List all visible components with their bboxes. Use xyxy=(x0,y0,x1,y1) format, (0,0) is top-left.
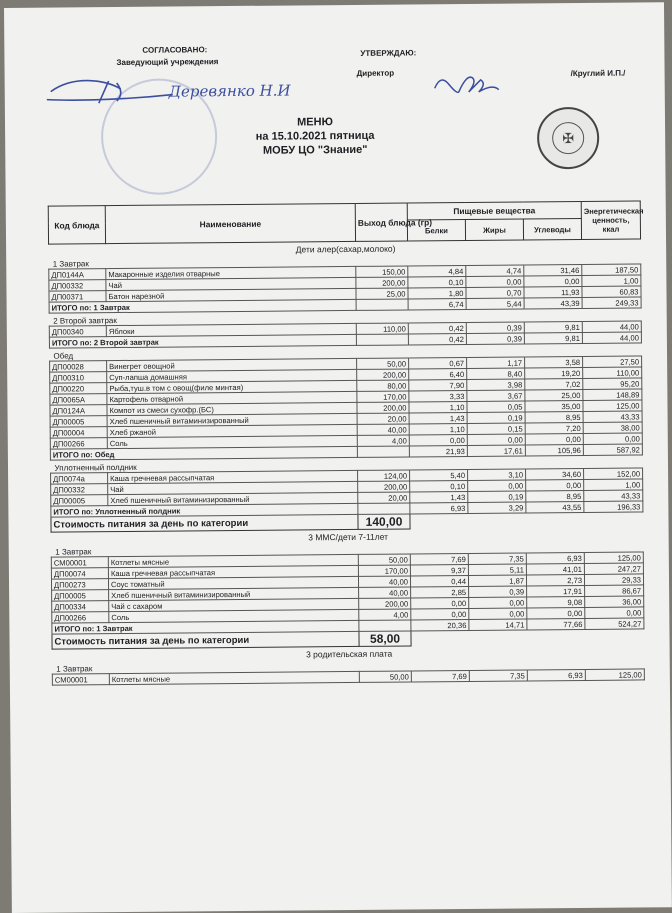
total-yield-empty xyxy=(357,446,409,457)
dish-carbs: 11,93 xyxy=(524,286,582,298)
dish-energy: 125,00 xyxy=(584,552,643,564)
dish-name: Котлеты мясные xyxy=(109,671,359,684)
total-label: ИТОГО по: 2 Второй завтрак xyxy=(49,334,356,348)
dish-energy: 125,00 xyxy=(585,669,644,681)
dish-carbs: 19,20 xyxy=(525,367,583,379)
total-label: ИТОГО по: 1 Завтрак xyxy=(52,620,359,634)
dish-name: Суп-лапша домашняя xyxy=(107,369,357,382)
dish-yield: 4,00 xyxy=(359,609,411,620)
dish-fat: 5,11 xyxy=(468,564,526,576)
dish-carbs: 9,81 xyxy=(524,321,582,333)
dish-energy: 43,33 xyxy=(583,411,642,423)
dish-yield: 170,00 xyxy=(357,391,409,402)
total-energy: 587,92 xyxy=(583,444,642,456)
dish-name: Яблоки xyxy=(106,323,356,336)
dish-energy: 44,00 xyxy=(582,321,641,333)
dish-fat: 0,00 xyxy=(469,608,527,620)
total-label: ИТОГО по: 1 Завтрак xyxy=(49,299,356,313)
dish-energy: 247,27 xyxy=(584,563,643,575)
total-energy: 44,00 xyxy=(582,332,641,344)
approval-left-signature: Деревянко Н.И xyxy=(168,81,291,101)
dish-yield: 200,00 xyxy=(359,598,411,609)
dish-name: Батон нарезной xyxy=(106,288,356,301)
dish-fat: 3,98 xyxy=(467,379,525,391)
dish-yield: 25,00 xyxy=(356,288,408,299)
total-carbs: 77,66 xyxy=(527,618,585,630)
dish-energy: 0,00 xyxy=(583,433,642,445)
total-protein: 6,93 xyxy=(410,502,468,514)
dish-name: Соус томатный xyxy=(108,576,358,589)
column-carbs: Углеводы xyxy=(523,218,581,240)
dish-protein: 1,10 xyxy=(409,401,467,413)
dish-energy: 152,00 xyxy=(584,468,643,480)
dish-yield: 40,00 xyxy=(358,576,410,587)
cost-label: Стоимость питания за день по категории xyxy=(51,514,358,532)
dish-fat: 0,19 xyxy=(468,491,526,503)
menu-date: на 15.10.2021 пятница xyxy=(255,129,375,143)
dish-fat: 7,35 xyxy=(468,553,526,565)
dish-name: Котлеты мясные xyxy=(108,554,358,567)
dish-energy: 27,50 xyxy=(583,356,642,368)
dish-yield: 80,00 xyxy=(357,380,409,391)
meal-title: 1 Завтрак xyxy=(56,663,93,674)
dish-yield: 110,00 xyxy=(356,323,408,334)
total-fat: 3,29 xyxy=(468,502,526,514)
dish-name: Чай xyxy=(108,481,358,494)
category-title: 3 родительская плата xyxy=(306,648,393,660)
menu-title: МЕНЮ xyxy=(297,116,333,129)
dish-energy: 86,67 xyxy=(585,585,644,597)
dish-energy: 125,00 xyxy=(583,400,642,412)
total-energy: 249,33 xyxy=(582,297,641,309)
dish-protein: 5,40 xyxy=(410,469,468,481)
dish-protein: 0,10 xyxy=(410,480,468,492)
dish-protein: 3,33 xyxy=(409,390,467,402)
total-energy: 196,33 xyxy=(584,501,643,513)
dish-code: ДП00004 xyxy=(50,427,107,438)
meal-title: 2 Второй завтрак xyxy=(53,315,117,326)
dish-fat: 0,00 xyxy=(468,480,526,492)
dish-energy: 148,89 xyxy=(583,389,642,401)
dish-fat: 1,87 xyxy=(468,575,526,587)
dish-protein: 0,00 xyxy=(411,597,469,609)
dish-code: ДП00273 xyxy=(51,579,108,590)
dish-protein: 1,10 xyxy=(409,423,467,435)
dish-protein: 4,84 xyxy=(408,265,466,277)
dish-energy: 0,00 xyxy=(585,607,644,619)
dish-protein: 7,69 xyxy=(410,553,468,565)
total-carbs: 105,96 xyxy=(525,444,583,456)
dish-protein: 7,69 xyxy=(411,670,469,682)
dish-code: ДП00334 xyxy=(52,601,109,612)
total-label: ИТОГО по: Уплотненный полдник xyxy=(51,503,358,517)
dish-protein: 1,43 xyxy=(410,491,468,503)
menu-document xyxy=(4,2,672,913)
dish-fat: 1,17 xyxy=(467,357,525,369)
dish-fat: 0,00 xyxy=(469,597,527,609)
menu-table xyxy=(48,200,645,685)
dish-code: ДП00310 xyxy=(50,372,107,383)
dish-carbs: 34,60 xyxy=(526,468,584,480)
dish-name: Картофель отварной xyxy=(107,391,357,404)
dish-code: ДП00005 xyxy=(50,416,107,427)
dish-code: ДП00332 xyxy=(51,484,108,495)
dish-carbs: 8,95 xyxy=(525,411,583,423)
dish-carbs: 0,00 xyxy=(525,433,583,445)
dish-name: Каша гречневая рассыпчатая xyxy=(108,565,358,578)
dish-name: Рыба,туш.в том с овощ(филе минтая) xyxy=(107,380,357,393)
approval-right-title: УТВЕРЖДАЮ: xyxy=(360,48,417,58)
dish-code: ДП00028 xyxy=(50,361,107,372)
dish-yield: 50,00 xyxy=(357,358,409,369)
column-protein: Белки xyxy=(407,219,465,241)
dish-yield: 124,00 xyxy=(358,470,410,481)
dish-fat: 0,39 xyxy=(466,322,524,334)
dish-energy: 95,20 xyxy=(583,378,642,390)
dish-name: Соль xyxy=(107,435,357,448)
dish-yield: 200,00 xyxy=(357,369,409,380)
cost-label: Стоимость питания за день по категории xyxy=(52,631,359,649)
dish-code: ДП00005 xyxy=(51,495,108,506)
dish-code: ДП00340 xyxy=(49,326,106,337)
dish-fat: 7,35 xyxy=(469,670,527,682)
column-yield: Выход блюда (гр) xyxy=(355,203,407,241)
total-fat: 0,39 xyxy=(466,333,524,345)
dish-carbs: 6,93 xyxy=(527,669,585,681)
dish-carbs: 7,20 xyxy=(525,422,583,434)
total-yield-empty xyxy=(358,503,410,514)
column-name: Наименование xyxy=(105,203,355,243)
total-yield-empty xyxy=(359,620,411,631)
approval-left-position: Заведующий учреждения xyxy=(116,57,219,68)
dish-energy: 38,00 xyxy=(583,422,642,434)
total-carbs: 43,39 xyxy=(524,297,582,309)
dish-fat: 0,39 xyxy=(469,586,527,598)
dish-carbs: 3,58 xyxy=(525,356,583,368)
dish-fat: 4,74 xyxy=(466,265,524,277)
dish-code: ДП0074а xyxy=(51,473,108,484)
total-protein: 20,36 xyxy=(411,619,469,631)
dish-fat: 0,15 xyxy=(467,423,525,435)
dish-yield: 170,00 xyxy=(358,565,410,576)
total-label: ИТОГО по: Обед xyxy=(50,446,357,460)
total-fat: 5,44 xyxy=(466,298,524,310)
dish-carbs: 35,00 xyxy=(525,400,583,412)
meal-title: Уплотненный полдник xyxy=(54,462,137,473)
total-carbs: 43,55 xyxy=(526,501,584,513)
dish-yield: 200,00 xyxy=(358,481,410,492)
dish-name: Хлеб ржаной xyxy=(107,424,357,437)
dish-name: Каша гречневая рассыпчатая xyxy=(108,470,358,483)
total-protein: 6,74 xyxy=(408,298,466,310)
dish-name: Компот из смеси сухофр.(БС) xyxy=(107,402,357,415)
dish-code: ДП00371 xyxy=(49,291,106,302)
dish-fat: 0,00 xyxy=(467,434,525,446)
dish-protein: 0,00 xyxy=(409,434,467,446)
dish-name: Хлеб пшеничный витаминизированный xyxy=(108,492,358,505)
dish-carbs: 7,02 xyxy=(525,378,583,390)
dish-carbs: 2,73 xyxy=(526,574,584,586)
cost-value: 140,00 xyxy=(358,514,410,529)
cost-value: 58,00 xyxy=(359,631,411,646)
dish-code: ДП00332 xyxy=(49,280,106,291)
total-yield-empty xyxy=(356,334,408,345)
dish-code: ДП00220 xyxy=(50,383,107,394)
dish-energy: 29,33 xyxy=(584,574,643,586)
dish-carbs: 31,46 xyxy=(524,264,582,276)
dish-protein: 0,44 xyxy=(410,575,468,587)
dish-energy: 1,00 xyxy=(582,275,641,287)
dish-fat: 8,40 xyxy=(467,368,525,380)
dish-yield: 150,00 xyxy=(356,266,408,277)
dish-yield: 20,00 xyxy=(358,492,410,503)
dish-code: ДП0144А xyxy=(49,269,106,280)
dish-protein: 0,10 xyxy=(408,276,466,288)
school-name: МОБУ ЦО "Знание" xyxy=(262,143,368,157)
column-fat: Жиры xyxy=(465,219,523,241)
dish-name: Хлеб пшеничный витаминизированный xyxy=(107,413,357,426)
dish-energy: 60,83 xyxy=(582,286,641,298)
left-signature-scribble-icon xyxy=(43,68,179,109)
meal-title: 1 Завтрак xyxy=(52,258,89,269)
dish-carbs: 9,08 xyxy=(527,596,585,608)
dish-fat: 3,67 xyxy=(467,390,525,402)
total-fat: 17,61 xyxy=(467,445,525,457)
right-signature-scribble-icon xyxy=(425,64,499,109)
total-yield-empty xyxy=(356,299,408,310)
category-title: Дети алер(сахар,молоко) xyxy=(295,243,396,255)
dish-fat: 3,10 xyxy=(468,469,526,481)
dish-carbs: 41,01 xyxy=(526,563,584,575)
dish-code: ДП0065А xyxy=(50,394,107,405)
dish-protein: 7,90 xyxy=(409,379,467,391)
dish-name: Хлеб пшеничный витаминизированный xyxy=(109,587,359,600)
category-title: 3 ММС/дети 7-11лет xyxy=(308,531,389,543)
dish-fat: 0,00 xyxy=(466,276,524,288)
dish-energy: 1,00 xyxy=(584,479,643,491)
total-protein: 21,93 xyxy=(409,445,467,457)
dish-code: ДП00005 xyxy=(52,590,109,601)
organization-seal: ✠ xyxy=(537,107,600,170)
dish-protein: 0,67 xyxy=(409,357,467,369)
total-energy: 524,27 xyxy=(585,618,644,630)
dish-name: Чай с сахаром xyxy=(109,598,359,611)
dish-code: ДП00266 xyxy=(52,612,109,623)
dish-carbs: 8,95 xyxy=(526,490,584,502)
total-carbs: 9,81 xyxy=(524,332,582,344)
dish-code: ДП00266 xyxy=(50,438,107,449)
dish-code: СМ00001 xyxy=(51,557,108,568)
dish-name: Макаронные изделия отварные xyxy=(106,266,356,279)
dish-protein: 9,37 xyxy=(410,564,468,576)
dish-energy: 43,33 xyxy=(584,490,643,502)
dish-fat: 0,19 xyxy=(467,412,525,424)
dish-protein: 1,80 xyxy=(408,287,466,299)
dish-code: ДП00074 xyxy=(51,568,108,579)
dish-protein: 6,40 xyxy=(409,368,467,380)
dish-code: ДП0124А xyxy=(50,405,107,416)
dish-yield: 50,00 xyxy=(359,671,411,682)
dish-yield: 40,00 xyxy=(357,424,409,435)
dish-yield: 200,00 xyxy=(357,402,409,413)
dish-carbs: 25,00 xyxy=(525,389,583,401)
dish-fat: 0,70 xyxy=(466,287,524,299)
dish-protein: 0,42 xyxy=(408,322,466,334)
dish-protein: 1,43 xyxy=(409,412,467,424)
dish-protein: 0,00 xyxy=(411,608,469,620)
column-nutrients: Пищевые вещества xyxy=(407,201,581,220)
dish-energy: 36,00 xyxy=(585,596,644,608)
total-fat: 14,71 xyxy=(469,619,527,631)
dish-fat: 0,05 xyxy=(467,401,525,413)
total-protein: 0,42 xyxy=(408,333,466,345)
dish-yield: 20,00 xyxy=(357,413,409,424)
dish-yield: 50,00 xyxy=(358,554,410,565)
approval-right-position: Директор xyxy=(356,68,395,78)
dish-carbs: 17,91 xyxy=(527,585,585,597)
column-energy: Энергетическая ценность, ккал xyxy=(581,201,640,240)
dish-yield: 200,00 xyxy=(356,277,408,288)
dish-name: Соль xyxy=(109,609,359,622)
dish-yield: 40,00 xyxy=(359,587,411,598)
dish-protein: 2,85 xyxy=(411,586,469,598)
dish-carbs: 0,00 xyxy=(524,275,582,287)
approval-left-title: СОГЛАСОВАНО: xyxy=(142,45,208,55)
dish-name: Чай xyxy=(106,277,356,290)
dish-energy: 110,00 xyxy=(583,367,642,379)
dish-yield: 4,00 xyxy=(357,435,409,446)
dish-code: СМ00001 xyxy=(52,674,109,685)
meal-title: 1 Завтрак xyxy=(55,546,92,557)
approval-right-name: /Круглий И.П./ xyxy=(570,68,626,79)
dish-carbs: 6,93 xyxy=(526,552,584,564)
dish-name: Винегрет овощной xyxy=(107,358,357,371)
meal-title: Обед xyxy=(53,350,74,361)
dish-energy: 187,50 xyxy=(582,264,641,276)
dish-carbs: 0,00 xyxy=(527,607,585,619)
dish-carbs: 0,00 xyxy=(526,479,584,491)
column-code: Код блюда xyxy=(48,206,105,244)
